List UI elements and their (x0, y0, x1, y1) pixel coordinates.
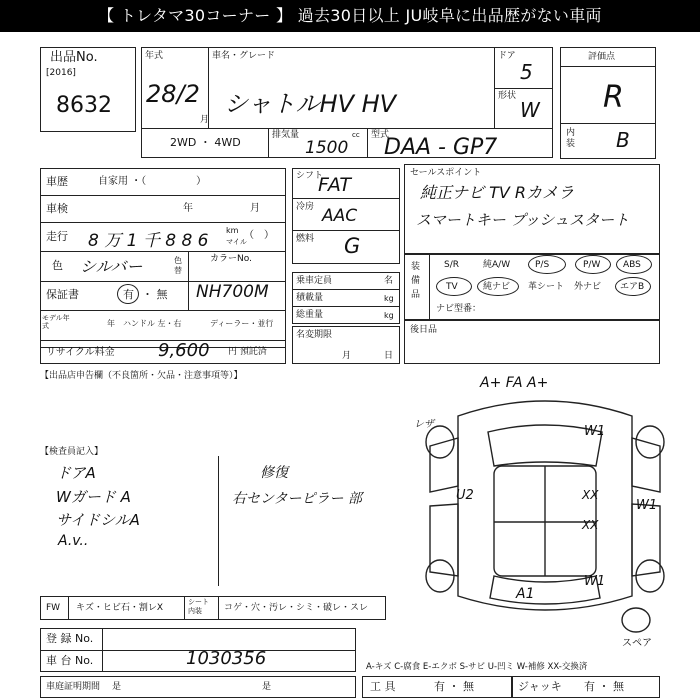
diagram-mark-w1-a: W1 (584, 424, 606, 439)
displacement-unit: cc (352, 131, 360, 139)
sales-line2: スマートキー プッシュスタート (416, 211, 630, 229)
fuel-label: 燃料 (296, 234, 315, 244)
attach-label: 後日品 (410, 325, 438, 335)
equipment-label: 装備品 (411, 262, 421, 300)
body-type-value: W (520, 98, 540, 122)
attach-block (404, 320, 660, 364)
doors-value: 5 (520, 60, 533, 84)
warranty-yes-circle (117, 284, 139, 304)
lot-year-tag: [2016] (46, 68, 76, 78)
mileage-mile: マイル (226, 238, 247, 246)
inspector-note-2: Wガード A (56, 488, 131, 506)
displacement-value: 1500 (305, 138, 349, 158)
equip-abs: ABS (623, 260, 641, 270)
interior-label: 内装 (566, 128, 576, 149)
shift-label: シフト (296, 171, 324, 181)
diagram-mark-w1-c: W1 (584, 574, 606, 589)
equip-airbag-circle (615, 277, 651, 296)
equip-ext-navi: 外ナビ (574, 282, 602, 292)
diagram-note: レザ (414, 419, 434, 430)
reg-date-label: 車庭証明期間 (46, 682, 101, 692)
equip-ps: P/S (535, 260, 550, 270)
color-change: 色替 (174, 256, 182, 275)
gross-label: 総重量 (296, 310, 324, 320)
color-code-value: NH700M (196, 282, 269, 302)
displacement-label: 排気量 (272, 130, 300, 140)
equip-sr: S/R (444, 260, 459, 270)
inspection-label: 車検 (46, 202, 68, 215)
inspector-right-note: 右センターピラー 部 (232, 491, 362, 507)
model-year-dealer: ディーラー・並行 (210, 319, 274, 328)
equip-tv-circle (436, 277, 472, 296)
recycle-value: 9,600 (158, 340, 210, 361)
year-label: 年式 (145, 51, 164, 61)
seat-items: コゲ・穴・汚レ・シミ・破レ・スレ (224, 603, 369, 613)
banner: 【 トレタマ30コーナー 】 過去30日以上 JU岐阜に出品歴がない車両 (0, 0, 700, 32)
mileage-km: km (226, 226, 239, 235)
lot-label: 出品No. (50, 50, 98, 65)
recycle-unit: 円 預託済 (228, 347, 267, 357)
warranty-no: ・ 無 (142, 288, 168, 301)
ac-label: 冷房 (296, 202, 315, 212)
diagram-xx-b: XX (582, 518, 599, 532)
inspection-month: 月 (250, 203, 260, 214)
warranty-yes: 有 (123, 288, 134, 301)
equip-ps-circle (528, 255, 566, 274)
type-code-label: 型式 (371, 130, 390, 140)
fuel-value: G (344, 234, 361, 258)
history-label: 車歴 (46, 175, 68, 188)
score-value: R (603, 80, 624, 115)
diagram-spare: スペア (622, 638, 652, 649)
sales-line1: 純正ナビ TV Rカメラ (420, 183, 575, 202)
doors-label: ドア (498, 51, 516, 61)
damage-legend: A-キズ C-腐食 E-エクボ S-サビ U-凹ミ W-補修 XX-交換済 (366, 662, 588, 672)
color-code-label: カラーNo. (210, 254, 252, 264)
load-label: 積載量 (296, 293, 324, 303)
reg-deadline-unit: 月 (342, 351, 352, 361)
jack-label: ジャッキ (518, 680, 562, 693)
drive-options: 2WD ・ 4WD (170, 136, 241, 149)
navi-type: ナビ型番： (436, 304, 482, 314)
type-code-value: DAA - GP7 (384, 135, 498, 160)
color-value: シルバー (80, 257, 143, 276)
chassis-label: 車 台 No. (46, 654, 94, 667)
equip-alloy: 純A/W (483, 260, 511, 270)
body-type-label: 形状 (498, 91, 517, 101)
equip-navi-circle (477, 277, 519, 296)
capacity-label: 乗車定員 (296, 276, 333, 286)
diagram-xx-a: XX (582, 488, 599, 502)
tools-label: 工 具 (370, 680, 396, 693)
equip-tv: TV (446, 282, 458, 292)
reg-deadline-unit2: 日 (384, 351, 394, 361)
model-year-label: モデル年式 (42, 314, 70, 330)
reg-date-a: 是 (112, 682, 122, 692)
diagram-mark-w1-b: W1 (636, 498, 658, 513)
recycle-label: リサイクル料金 (46, 347, 115, 358)
inspector-right-title: 修復 (260, 465, 288, 481)
diagram-bottom: A1 (516, 586, 535, 602)
model-year-handle: ハンドル 左・右 (123, 319, 182, 328)
model-year-unit: 年 (107, 319, 115, 328)
seller-notes-label: 【出品店申告欄（不良箇所・欠品・注意事項等）】 (40, 371, 243, 381)
color-label: 色 (52, 259, 63, 272)
gross-unit: kg (384, 311, 394, 320)
warranty-label: 保証書 (46, 288, 79, 301)
reg-date-b: 是 (262, 682, 272, 692)
reg-deadline-label: 名変期限 (296, 330, 333, 340)
equip-abs-circle (616, 255, 652, 274)
diagram-mid: U2 (456, 488, 474, 503)
fw-label: FW (46, 603, 61, 613)
mileage-label: 走行 (46, 230, 68, 243)
equip-leather: 革シート (528, 282, 565, 292)
sales-label: セールスポイント (410, 168, 482, 178)
equip-pw: P/W (583, 260, 601, 270)
equip-airbag: エアB (620, 282, 645, 292)
equip-pw-circle (575, 255, 611, 274)
model-label: 車名・グレード (212, 51, 276, 61)
year-unit: 月 (200, 115, 210, 125)
diagram-top: A+ FA A+ (480, 375, 549, 391)
fw-items: キズ・ヒビ石・割レX (76, 603, 163, 613)
seat-label: シート内装 (188, 598, 209, 615)
inspector-note-3: サイドシルA (56, 511, 140, 529)
inspector-label: 【検査員記入】 (40, 447, 104, 457)
inspection-year: 年 (183, 203, 193, 214)
inspector-note-4: A.v.. (58, 533, 89, 549)
year-value: 28/2 (146, 80, 200, 108)
mileage-digits: 8 万 1 千 8 8 6 (88, 231, 209, 251)
chassis-value: 1030356 (186, 648, 267, 669)
inspector-note-1: ドアA (56, 464, 96, 482)
jack-opt: 有 ・ 無 (584, 680, 624, 693)
mileage-paren: （ ） (244, 230, 274, 241)
equip-navi: 純ナビ (483, 282, 511, 292)
score-label: 評価点 (588, 52, 616, 62)
interior-value: B (616, 128, 630, 152)
lot-number: 8632 (56, 93, 112, 118)
capacity-unit: 名 (384, 276, 394, 286)
model-value: シャトルHV HV (224, 90, 397, 118)
ac-value: AAC (322, 206, 358, 226)
history-value: 自家用 ・（ ） (98, 176, 207, 187)
tools-opt: 有 ・ 無 (434, 680, 474, 693)
registration-label: 登 録 No. (46, 632, 94, 645)
shift-value: FAT (318, 174, 352, 196)
load-unit: kg (384, 294, 394, 303)
